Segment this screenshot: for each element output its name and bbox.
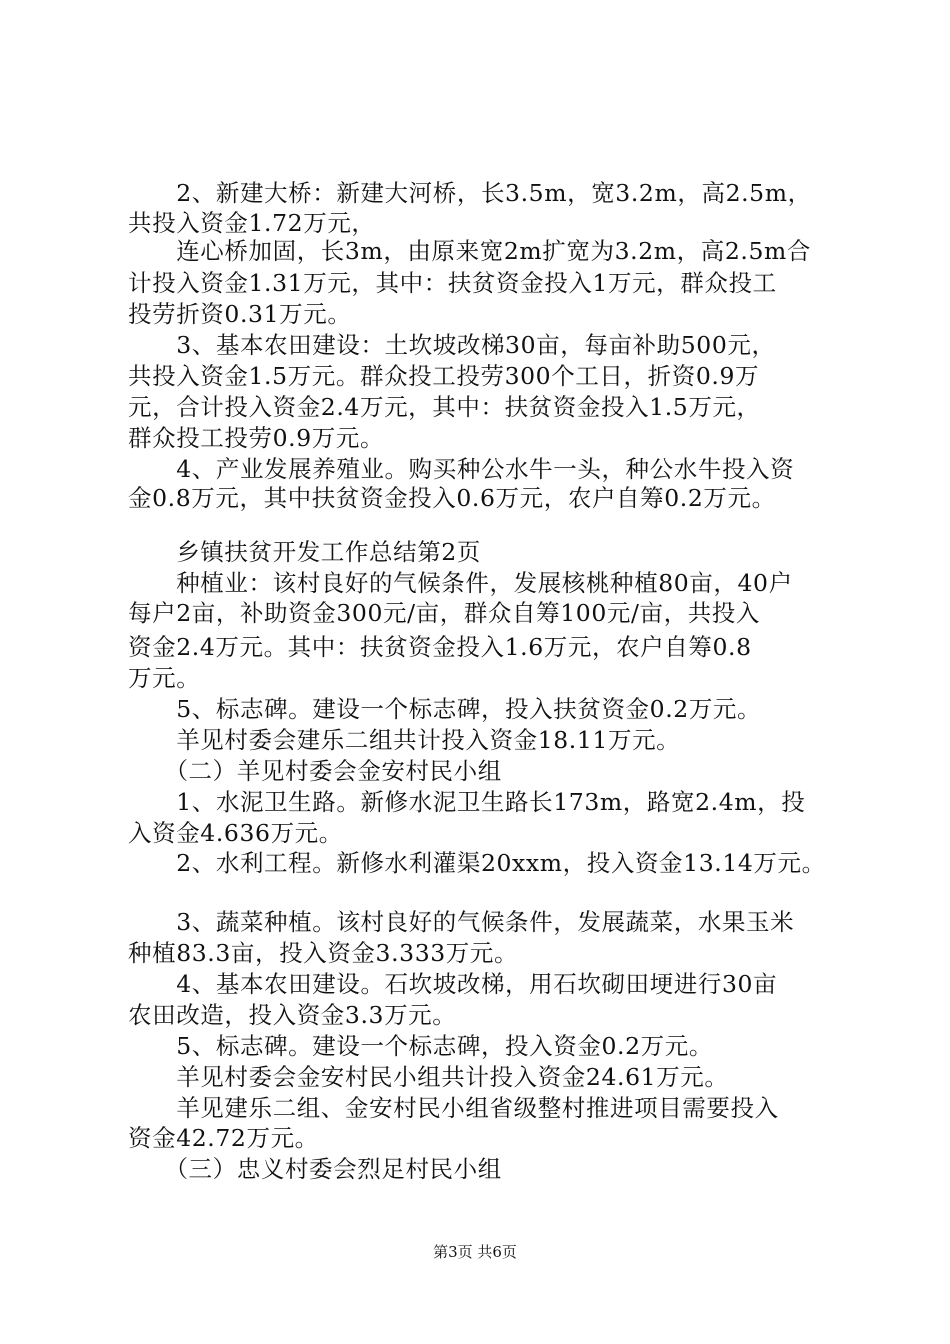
text-line-17: 5、标志碑。建设一个标志碑，投入扶贫资金0.2万元。 [128,695,762,723]
text-line-20: 1、水泥卫生路。新修水泥卫生路长173m，路宽2.4m，投 [128,788,806,816]
text-line-7: 共投入资金1.5万元。群众投工投劳300个工日，折资0.9万 [128,362,760,390]
text-line-26: 农田改造，投入资金3.3万元。 [128,1001,457,1029]
text-line-2: 共投入资金1.72万元， [128,209,376,237]
text-line-31: （三）忠义村委会烈足村民小组 [128,1155,502,1183]
text-line-10: 4、产业发展养殖业。购买种公水牛一头，种公水牛投入资 [128,455,795,483]
text-line-23: 3、蔬菜种植。该村良好的气候条件，发展蔬菜，水果玉米 [128,908,795,936]
text-line-27: 5、标志碑。建设一个标志碑，投入资金0.2万元。 [128,1032,713,1060]
text-line-4: 计投入资金1.31万元，其中：扶贫资金投入1万元，群众投工 [128,269,777,297]
text-line-14: 每户2亩，补助资金300元/亩，群众自筹100元/亩，共投入 [128,599,760,627]
text-line-3: 连心桥加固，长3m，由原来宽2m扩宽为3.2m，高2.5m合 [128,237,811,265]
text-line-5: 投劳折资0.31万元。 [128,300,352,328]
text-line-16: 万元。 [128,664,201,692]
text-line-15: 资金2.4万元。其中：扶贫资金投入1.6万元，农户自筹0.8 [128,633,752,661]
text-line-1: 2、新建大桥：新建大河桥，长3.5m，宽3.2m，高2.5m， [128,179,812,207]
text-line-11: 金0.8万元，其中扶贫资金投入0.6万元，农户自筹0.2万元。 [128,484,776,512]
text-line-28: 羊见村委会金安村民小组共计投入资金24.61万元。 [128,1063,729,1091]
text-line-21: 入资金4.636万元。 [128,819,343,847]
text-line-24: 种植83.3亩，投入资金3.333万元。 [128,939,519,967]
text-line-25: 4、基本农田建设。石坎坡改梯，用石坎砌田埂进行30亩 [128,970,778,998]
text-line-12: 乡镇扶贫开发工作总结第2页 [128,538,481,566]
text-line-18: 羊见村委会建乐二组共计投入资金18.11万元。 [128,726,681,754]
text-line-22: 2、水利工程。新修水利灌渠20xxm，投入资金13.14万元。 [128,849,826,877]
text-line-19: （二）羊见村委会金安村民小组 [128,757,502,785]
text-line-9: 群众投工投劳0.9万元。 [128,424,385,452]
text-line-30: 资金42.72万元。 [128,1124,319,1152]
text-line-29: 羊见建乐二组、金安村民小组省级整村推进项目需要投入 [128,1094,779,1122]
page-footer: 第3页 共6页 [433,1243,517,1261]
text-line-6: 3、基本农田建设：土坎坡改梯30亩，每亩补助500元， [128,331,776,359]
text-line-8: 元，合计投入资金2.4万元，其中：扶贫资金投入1.5万元， [128,393,761,421]
text-line-13: 种植业：该村良好的气候条件，发展核桃种植80亩，40户 [128,569,793,597]
